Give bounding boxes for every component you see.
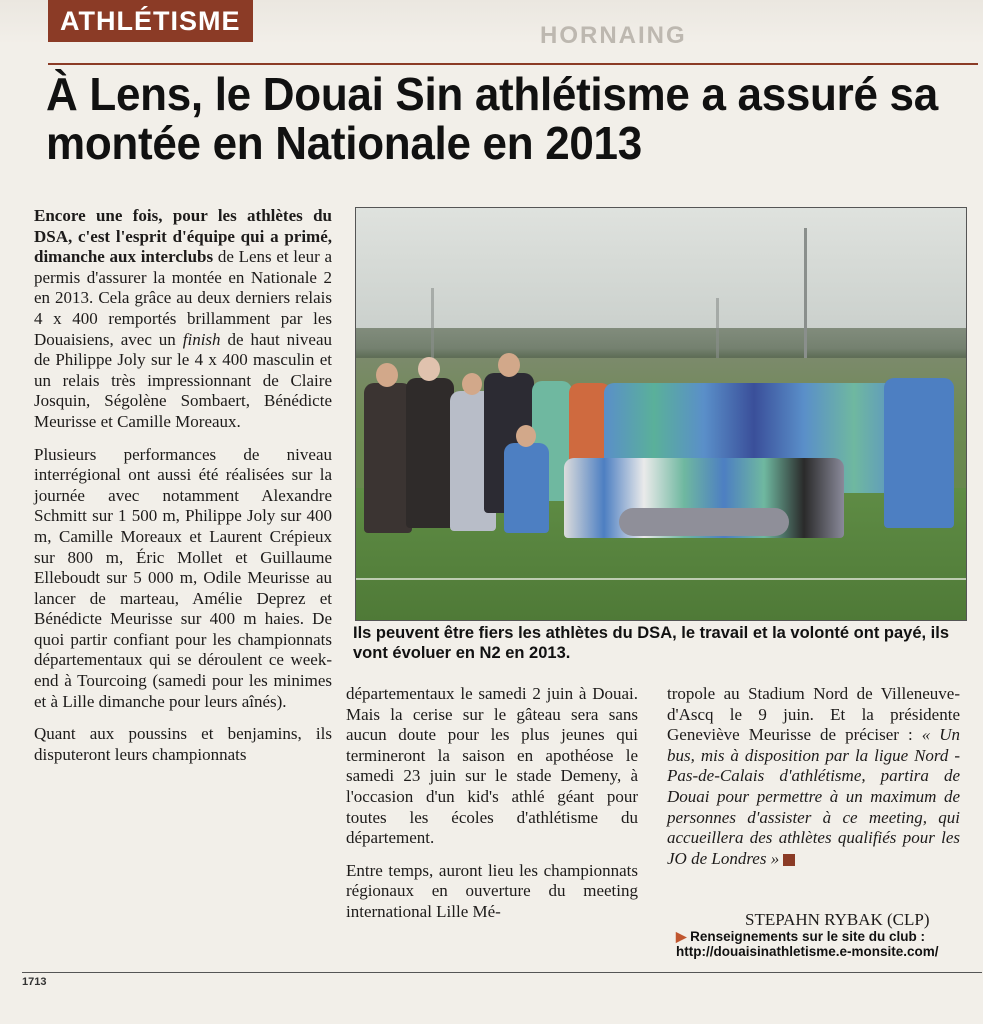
stadium-light-pole <box>804 228 807 358</box>
photo-caption: Ils peuvent être fiers les athlètes du DSA, le travail et la volonté ont payé, ils vont évoluer en N2 en 2013. <box>353 624 950 662</box>
paragraph-1-end: de haut niveau de Philippe Joly sur le 4 x 400 masculin et un relais très impressionnant de Claire Josquin, Ségolène Sombaert, Bénédicte Meurisse et Camille Moreaux. <box>34 329 332 431</box>
col3-paragraph-1 <box>667 684 960 869</box>
author-signature: STEPAHN RYBAK (CLP) <box>745 910 930 929</box>
lead-text: Encore une fois, pour les athlètes du DSA, c'est l'esprit d'équipe qui a primé, dimanche aux interclubs <box>34 206 332 267</box>
team-photo <box>355 207 967 621</box>
bottom-rule <box>22 972 982 973</box>
headline: À Lens, le Douai Sin athlétisme a assuré sa montée en Nationale en 2013 <box>46 68 938 170</box>
paragraph-1-text: de Lens et leur a permis d'assurer la montée en Nationale 2 en 2013. Cela grâce au deux derniers relais 4 x 400 remportés brillamment par les Douaisiens, avec un <box>34 247 332 349</box>
page-number: 1713 <box>22 976 47 988</box>
bleed-heading: HORNAING <box>540 22 687 49</box>
italic-word: finish <box>182 329 221 349</box>
article-column-3 <box>667 684 960 881</box>
paragraph-3: Quant aux poussins et benjamins, ils disputeront leurs championnats <box>34 724 332 764</box>
arrow-icon: ▶ <box>676 929 687 944</box>
col2-paragraph-1: départementaux le samedi 2 juin à Douai. Mais la cerise sur le gâteau sera sans aucun doute pour les plus jeunes qui termineront la saison en apothéose le samedi 23 juin sur le stade Demeny, à l'occasion d'un kid's athlé géant pour toutes les écoles d'athlétisme du département. <box>346 684 638 848</box>
section-tag: ATHLÉTISME <box>48 0 253 42</box>
col2-paragraph-2: Entre temps, auront lieu les championnats régionaux en ouverture du meeting international Lille Mé- <box>346 860 638 921</box>
section-rule <box>48 63 978 65</box>
paragraph-2: Plusieurs performances de niveau interrégional ont aussi été réalisées sur la journée avec notamment Alexandre Schmitt sur 1 500 m, Philippe Joly sur 400 m, Camille Moreaux et Laurent Crépieux sur 800 m, Éric Mollet et Guillaume Elleboudt sur 5 000 m, Odile Meurisse au lancer de marteau, Amélie Deprez et Bénédicte Meurisse sur 400 m haies. De quoi partir confiant pour les championnats départementaux qui se déroulent ce week-end à Tourcoing (samedi pour les minimes et à Lille dimanche pour leurs aînés). <box>34 444 332 711</box>
end-mark-icon <box>783 854 795 866</box>
paragraph-1 <box>34 206 332 433</box>
athletes-group <box>364 343 960 553</box>
president-quote: « Un bus, mis à disposition par la ligue Nord - Pas-de-Calais d'athlétisme, partira de Douai pour permettre à un maximum de personnes d'assister à ce meeting, qui accueillera des athlètes qualifiés pour les JO de Londres » <box>667 725 960 868</box>
col3-text: tropole au Stadium Nord de Villeneuve-d'Ascq le 9 juin. Et la présidente Geneviève Meurisse de préciser : <box>667 684 960 745</box>
article-column-1 <box>34 206 332 777</box>
article-column-2 <box>346 684 638 935</box>
info-text: Renseignements sur le site du club : http://douaisinathletisme.e-monsite.com/ <box>676 929 939 959</box>
info-box <box>676 929 966 959</box>
